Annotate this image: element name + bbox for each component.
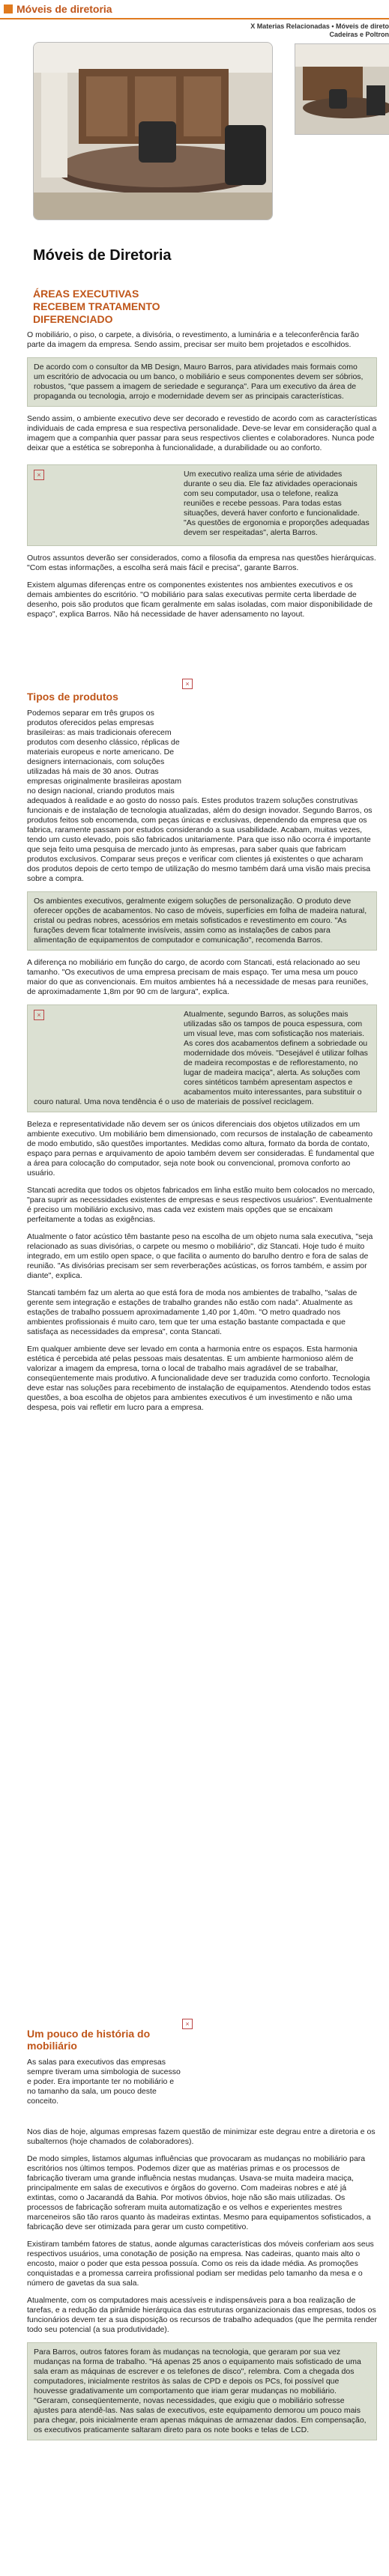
highlight-box-4-text: Atualmente, segundo Barros, as soluções mais utilizadas são os tampos de pouca espessura, com um visual leve, mas com sofisticação nos materiais. As cores dos acabamentos definem a sobriedade ou modernidade dos móveis. "Desejável é utilizar folhas de madeira recompostas e de reflorestamento, no lugar de madeira maciça", alerta. As soluções com cores sintéticos também apresentam aspectos e acabamentos muito interessantes, para substituir o couro natural. Uma nova tendência é o uso de materiais de possível reciclagem. [34,1010,368,1106]
orange-square-icon [4,4,13,13]
paragraph-5: Podemos separar em três grupos os produtos oferecidos pelas empresas brasileiras: as mais tradicionais oferecem produtos com desenho clássico, réplicas de materiais europeus e norte americano. De designers internacionais, com soluções utilizadas há mais de 30 anos. Outras empresas originalmente brasileiras apostam no design nacional, criando produtos mais adequados à realidade e ao gosto do nosso país. Estes produtos trazem soluções construtivas funcionais e de instalação de tecnologia atualizadas, além do design inovador. Segundo Barros, os produtos feitos sob encomenda, com peças únicas e exclusivas, dependendo da empresa que os fabrica, raramente passam por estudos considerando a sua usabilidade. Acabam, muitas vezes, tendo um custo elevado, pois são fabricados unitariamente. Para que isso não ocorra é importante que seja feito uma pesquisa de mercado junto às empresas, para saber quais que fabricam produtos exclusivos. Comparar seus preços e verificar com clientes já existentes o que acharam dos produtos depois de certo tempo de utilização do mesmo também dará uma visão mais precisa sobre a compra. [27,709,373,883]
broken-image-icon: × [34,1010,44,1020]
paragraph-16: Atualmente, com os computadores mais acessíveis e indispensáveis para a boa realização de tarefas, e a redução da pirâmide hierárquica das estruturas organizacionais das empresas, todos os funcionários devem ter a sua disposição os recursos de trabalho adequados (que lhe permita render todo seu potencial (a sua produtividade). [27,2296,377,2334]
broken-image-placeholder [34,470,184,541]
paragraph-4: Existem algumas diferenças entre os componentes existentes nos ambientes executivos e os demais ambientes do escritório. "O mobiliário para salas executivas permite certa liberdade de desenho, pois são produtos que ficam geralmente em salas isoladas, com maior disponibilidade de espaço", explica Barros. Não há necessidade de haver adensamento no layout. [27,581,373,619]
highlight-box-4 [27,1004,377,1112]
highlight-box-5: Para Barros, outros fatores foram às mudanças na tecnologia, que geraram por sua vez mudanças na forma de trabalho. "Há apenas 25 anos o equipamento mais sofisticado de uma sala eram as máquinas de escrever e os telefones de disco", relembra. Com a chegada dos computadores, inicialmente restritos às salas de CPD e depois os PCs, foi possível que houvesse gradativamente um comportamento que iriam gerar mudanças no mobiliário. "Geraram, conseqüentemente, novas necessidades, que exigiu que o mobiliário sofresse ajustes para atendê-las. Nas salas de executivos, este equipamento demorou um pouco mais para chegar, pois inicialmente eram apenas máquinas de armazenar dados. Em compensação, os executivos praticamente saltaram direto para os note books e telas de LCD. [27,2342,377,2440]
paragraph-8: Stancati acredita que todos os objetos fabricados em linha estão muito bem colocados no mercado, "para suprir as necessidades existentes de empresas e seus respectivos usuários". Eventualmente é preciso um mobiliário exclusivo, mas cada vez existem mais opções que se encaixam perfeitamente a todas as exigências. [27,1186,376,1224]
broken-image-icon: × [182,2019,193,2029]
paragraph-14: De modo simples, listamos algumas influências que provocaram as mudanças no mobiliário para escritórios nos últimos tempos. Podemos dizer que as matérias primas e os processos de fabricação tiveram uma grande influência nestas mudanças. Usava-se muita madeira maciça, principalmente em salas de executivos e órgãos do governo. Com madeiras nobres e até já extintas, como o Jacarandá da Bahia. Por motivos óbvios, hoje não são mais utilizadas. Os processos de fabricação sofreram muita automatização e os velhos e experientes mestres marceneiros são tão raros quanto às madeiras extintas. Mesmo para equipamentos sofisticados, a fabricação deve ser otimizada para gerar um custo competitivo. [27,2154,371,2231]
paragraph-10: Stancati também faz um alerta ao que está fora de moda nos ambientes de trabalho, "salas de gerente sem integração e estações de trabalho grandes não estão com nada". Atualmente as estações de trabalho possuem aproximadamente 1,40 por 1,40m. "O metro quadrado nos ambientes profissionais é muito caro, tem que ter uma estação bastante compactada e que satisfaça as necessidades da empresa", conta Stancati. [27,1288,358,1336]
highlight-box-1: De acordo com o consultor da MB Design, Mauro Barros, para atividades mais formais como um escritório de advocacia ou um banco, o mobiliário e seus componentes devem ser sóbrios, robustos, "que passem a imagem de seriedade e segurança". Para um executivo da área de propaganda ou tecnologia, arrojo e modernidade devem ser as principais características. [27,357,377,407]
paragraph-3: Outros assuntos deverão ser considerados, como a filosofia da empresa nas questões hierárquicas. "Com estas informações, a escolha será mais fácil e precisa", garante Barros. [27,554,376,572]
article-section-activities [0,464,389,627]
section-product-types [0,679,389,1420]
related-links-line2[interactable]: Cadeiras e Poltron [329,31,389,38]
header-bar [0,0,389,19]
office-photo-main [33,42,273,220]
related-links[interactable] [164,22,389,39]
highlight-box-3: Os ambientes executivos, geralmente exigem soluções de personalização. O produto deve oferecer opções de acabamentos. No caso de móveis, superfícies em folha de madeira natural, cristal ou pedras nobres, acessórios em metais sofisticados e revestimento em couro. "As furações devem ficar totalmente invisíveis, assim como as instalações de cabos para alimentação de equipamentos de computador e comunicação", recomenda Barros. [27,891,377,951]
section-title-product-types: Tipos de produtos [27,691,118,703]
paragraph-13: Nos dias de hoje, algumas empresas fazem questão de minimizar este degrau entre a diretoria e os subalternos (hoje chamados de colaboradores). [27,2127,376,2146]
broken-image-placeholder-2 [182,679,377,791]
paragraph-9: Atualmente o fator acústico têm bastante peso na escolha de um objeto numa sala executiva, "seja relacionado as suas divisórias, o carpete ou mesmo o mobiliário", diz Stancati. Hoje tudo é muito integrado, em um estilo open space, o que facilita o aumento do barulho dentro e fora de salas de reunião. "As divisórias precisam ser sem reverberações acústicas, os forros também, e assim por diante", explica. [27,1232,373,1280]
broken-image-placeholder-3 [34,1010,184,1092]
broken-image-icon: × [34,470,44,480]
article-intro [0,288,389,461]
broken-image-placeholder-4 [182,2019,377,2127]
related-links-line1[interactable]: X Materias Relacionadas • Móveis de direto [250,22,389,30]
article-subtitle: ÁREAS EXECUTIVAS RECEBEM TRATAMENTO DIFERENCIADO [33,288,160,325]
paragraph-15: Existiram também fatores de status, aonde algumas características dos móveis conferiam aos seus respectivos usuários, uma conotação de posição na empresa. Nas cadeiras, quanto mais alto o encosto, maior o poder que esta pessoa possuía. Como os reis da idade média. As promoções conquistadas e a promessa carreira profissional podiam ser medidas pelo tamanho da mesa e o número de gavetas da sua sala. [27,2240,374,2288]
highlight-box-2-text: Um executivo realiza uma série de atividades durante o seu dia. Ele faz atividades operacionais com seu computador, usa o telefone, realiza reuniões e recebe pessoas. Para todas estas situações, deverá haver conforto e funcionalidade. "As questões de ergonomia e proporções adequadas devem ser respeitadas", alerta Barros. [184,470,370,537]
office-photo-thumbnail[interactable] [295,43,389,135]
paragraph-6: A diferença no mobiliário em função do cargo, de acordo com Stancati, está relacionado ao seu tamanho. "Os executivos de uma empresa precisam de mais espaço. Ter uma mesa um pouco maior do que as convencionais. Em muitos ambientes há a necessidade de mesas para reuniões, de aproximadamente 1,8m por 90 cm de largura", explica. [27,958,369,996]
paragraph-1: O mobiliário, o piso, o carpete, a divisória, o revestimento, a luminária e a teleconferência farão parte da imagem da empresa. Sendo assim, precisar ser muito bem projetados e escolhidos. [27,330,359,349]
broken-image-icon: × [182,679,193,689]
paragraph-7: Beleza e representatividade não devem ser os únicos diferenciais dos objetos utilizados em um ambiente executivo. Um mobiliário bem dimensionado, com recursos de instalação de cabeamento de modo embutido, são questões importantes. Medidas como altura, formato da borda de contato, espaço para pernas e arquivamento de apoio também devem ser consideradas. É fundamental que a área para colocação do computador, seja note book ou convencional, promova conforto ao usuário. [27,1120,375,1178]
paragraph-11: Em qualquer ambiente deve ser levado em conta a harmonia entre os espaços. Esta harmonia estética é percebida até pelas pessoas mais desatentas. E um ambiente harmonioso além de valorizar a imagem da empresa, torna o local de trabalho mais agradável de se trabalhar, conseqüentemente mais produtivo. A funcionalidade deve ser traduzida como conforto. Tecnologia deve estar nas soluções para recebimento de instalação de equipamentos. Atendendo todos estas questões, a boa escolha de objetos para ambientes executivos é um investimento e não uma despesa, pois vai refletir em lucro para a empresa. [27,1345,371,1412]
paragraph-12: As salas para executivos das empresas sempre tiveram uma simbologia de sucesso e poder. Era importante ter no mobiliário e no tamanho da sala, um pouco deste conceito. [27,2058,181,2106]
section-title-history: Um pouco de história do mobiliário [27,2028,151,2052]
highlight-box-2 [27,464,377,546]
article-title: Móveis de Diretoria [33,247,172,264]
header-rule [0,18,389,19]
office-photo-illustration [34,43,272,219]
paragraph-2: Sendo assim, o ambiente executivo deve ser decorado e revestido de acordo com as características individuais de cada empresa e sua respectiva personalidade. Deve-se levar em consideração qual a imagem que a companhia quer passar para seus respectivos clientes e colaboradores. Nunca pode deixar que a estética se sobreponha à funcionalidade, a durabilidade ou ao conforto. [27,414,377,452]
section-history [0,2019,389,2448]
office-thumb-illustration [295,44,389,134]
page-title: Móveis de diretoria [16,3,112,15]
